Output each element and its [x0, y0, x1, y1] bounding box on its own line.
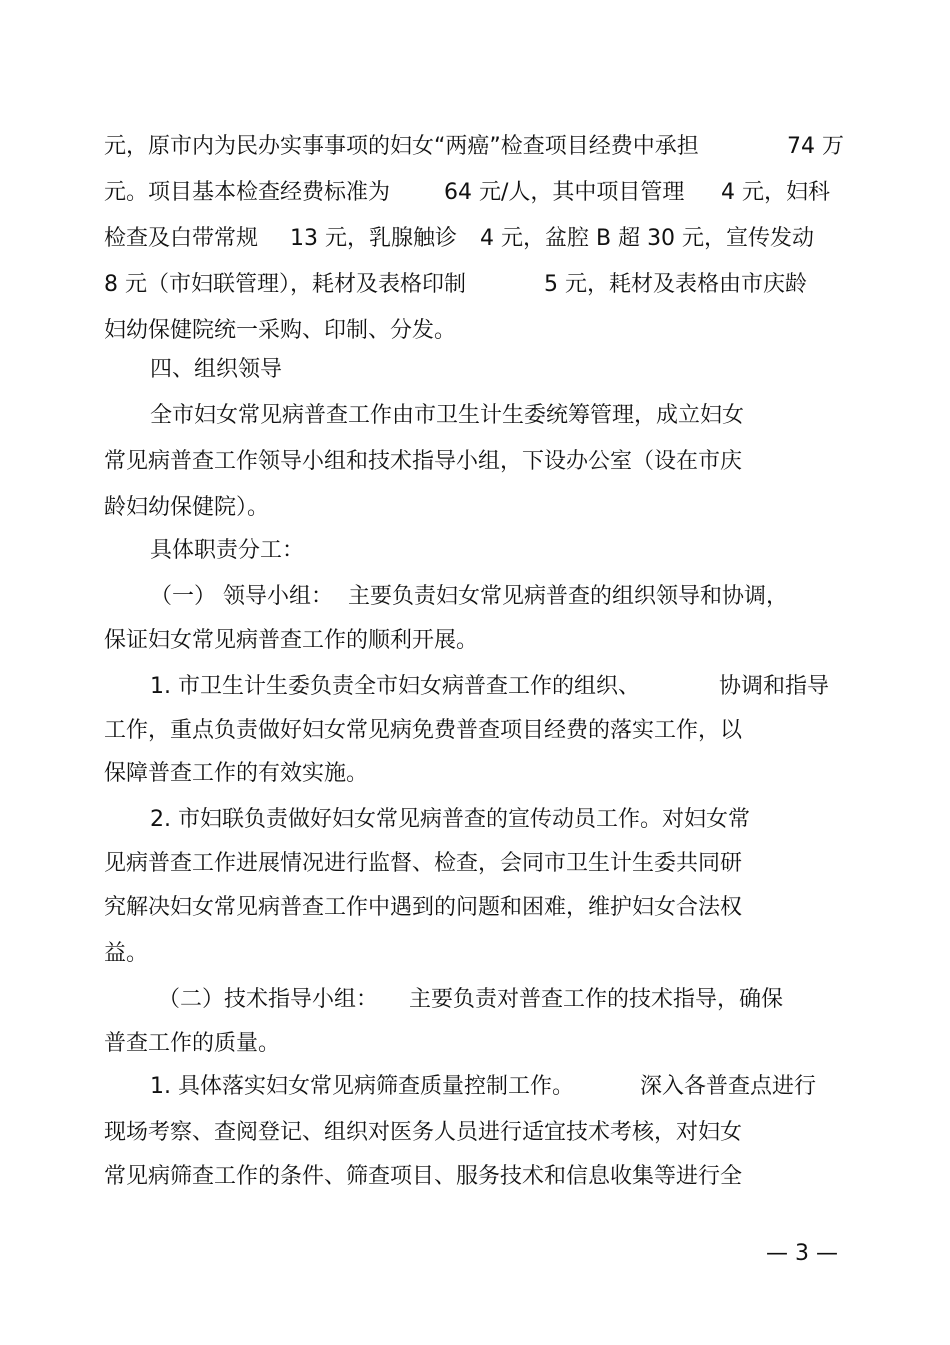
- text-segment: 8 元（市妇联管理），耗材及表格印制: [104, 272, 466, 297]
- page-number: — 3 —: [766, 1241, 838, 1266]
- text-line: [0, 528, 950, 574]
- text-line: [0, 1110, 950, 1156]
- text-line: [0, 124, 950, 170]
- text-line: [0, 1021, 950, 1067]
- text-segment: 见病普查工作进展情况进行监督、检查，会同市卫生计生委共同研: [104, 851, 743, 876]
- text-line: [0, 262, 950, 308]
- text-segment: 具体职责分工：: [150, 538, 305, 563]
- text-segment: 保障普查工作的有效实施。: [104, 761, 369, 786]
- text-segment: 普查工作的质量。: [104, 1031, 281, 1056]
- text-segment: 主要负责妇女常见病普查的组织领导和协调，: [348, 584, 789, 609]
- text-segment: 2. 市妇联负责做好妇女常见病普查的宣传动员工作。对妇女常: [150, 807, 750, 832]
- text-line: [0, 841, 950, 887]
- text-segment: 主要负责对普查工作的技术指导，确保: [409, 987, 784, 1012]
- text-segment: 四、组织领导: [150, 357, 283, 382]
- text-segment: （二）技术指导小组：: [158, 987, 379, 1012]
- text-segment: （一） 领导小组：: [150, 584, 333, 609]
- text-segment: 13 元，乳腺触诊: [290, 226, 457, 251]
- text-segment: 元。项目基本检查经费标准为: [104, 180, 391, 205]
- text-segment: 常见病普查工作领导小组和技术指导小组，下设办公室（设在市庆: [104, 449, 743, 474]
- text-line: [0, 574, 950, 620]
- text-segment: 1. 具体落实妇女常见病筛查质量控制工作。: [150, 1074, 574, 1099]
- text-line: [0, 1154, 950, 1200]
- text-segment: 检查及白带常规: [104, 226, 259, 251]
- text-line: [0, 1064, 950, 1110]
- text-segment: 协调和指导: [719, 674, 830, 699]
- text-segment: 全市妇女常见病普查工作由市卫生计生委统筹管理，成立妇女: [150, 403, 745, 428]
- text-segment: 究解决妇女常见病普查工作中遇到的问题和困难，维护妇女合法权: [104, 895, 743, 920]
- text-segment: 常见病筛查工作的条件、筛查项目、服务技术和信息收集等进行全: [104, 1164, 743, 1189]
- text-segment: 龄妇幼保健院）。: [104, 495, 270, 520]
- text-segment: 5 元，耗材及表格由市庆龄: [544, 272, 807, 297]
- text-line: [0, 797, 950, 843]
- text-line: [0, 439, 950, 485]
- text-segment: 4 元，妇科: [721, 180, 830, 205]
- text-line: [0, 885, 950, 931]
- text-line: [0, 751, 950, 797]
- text-segment: 元，原市内为民办实事事项的妇女“两癌”检查项目经费中承担: [104, 134, 699, 159]
- text-segment: 工作，重点负责做好妇女常见病免费普查项目经费的落实工作，以: [104, 718, 743, 743]
- text-line: [0, 977, 950, 1023]
- text-segment: 4 元，盆腔 B 超 30 元，宣传发动: [480, 226, 815, 251]
- text-line: [0, 485, 950, 531]
- text-line: [0, 708, 950, 754]
- section-heading: [0, 347, 950, 393]
- text-segment: 益。: [104, 941, 149, 966]
- text-segment: 1. 市卫生计生委负责全市妇女病普查工作的组织、: [150, 674, 640, 699]
- text-line: [0, 216, 950, 262]
- text-line: [0, 170, 950, 216]
- text-segment: 妇幼保健院统一采购、印制、分发。: [104, 318, 457, 343]
- text-segment: 保证妇女常见病普查工作的顺利开展。: [104, 628, 479, 653]
- text-segment: 现场考察、查阅登记、组织对医务人员进行适宜技术考核，对妇女: [104, 1120, 743, 1145]
- text-segment: 74 万: [787, 134, 844, 159]
- text-segment: 深入各普查点进行: [640, 1074, 817, 1099]
- text-line: [0, 393, 950, 439]
- text-segment: 64 元/人，其中项目管理: [444, 180, 685, 205]
- text-line: [0, 618, 950, 664]
- text-line: [0, 664, 950, 710]
- text-line: [0, 931, 950, 977]
